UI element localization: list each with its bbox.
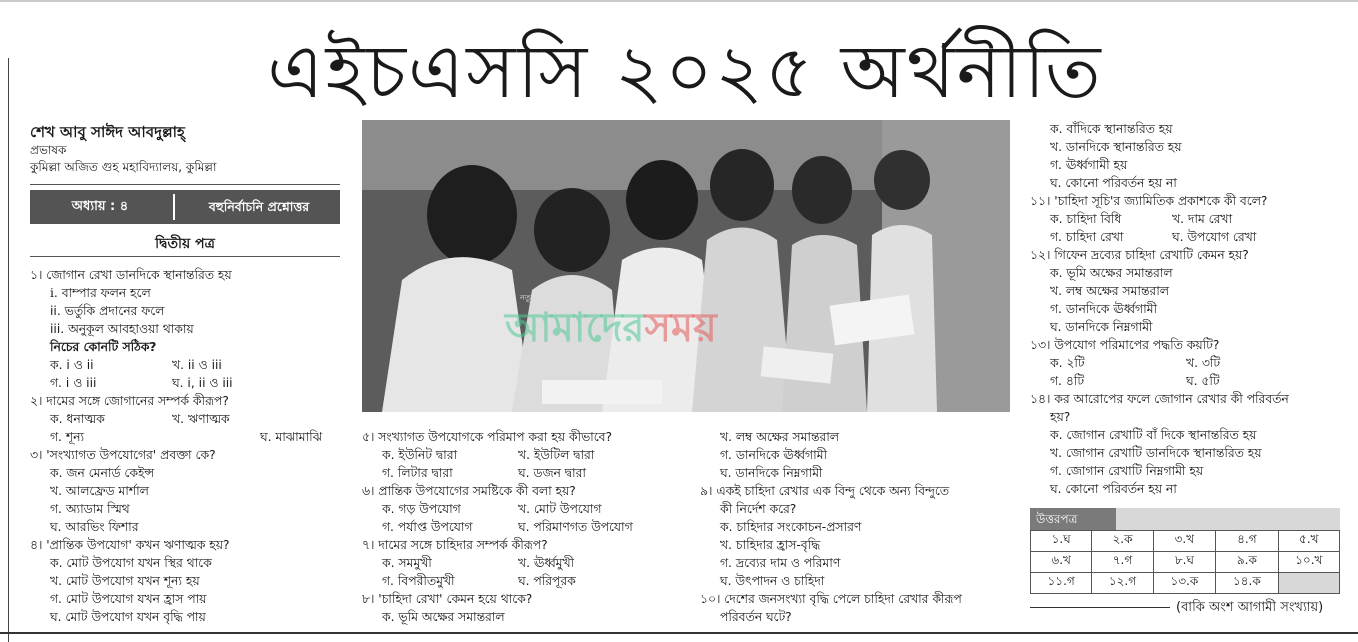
q3-option-d: ঘ. আরভিং ফিশার	[50, 520, 139, 534]
answer-table	[1030, 530, 1340, 594]
q1-prompt: নিচের কোনটি সঠিক?	[50, 340, 157, 354]
top-border	[0, 0, 1358, 2]
q7-choices-row2	[362, 572, 692, 590]
choice: খ. ৩টি	[1186, 356, 1221, 370]
q1-stem: ১। জোগান রেখা ডানদিকে স্থানান্তরিত হয়	[30, 268, 232, 282]
chapter-label: অধ্যায় : ৪	[71, 199, 129, 214]
answer-cell: ৩.খ	[1153, 531, 1215, 552]
questions-column-2	[362, 428, 692, 626]
answer-cell: ১.ঘ	[1031, 531, 1092, 552]
q14-option-a: ক. জোগান রেখাটি বাঁ দিকে স্থানান্তরিত হয়	[1050, 428, 1257, 442]
q6-stem: ৬। প্রান্তিক উপযোগের সমষ্টিকে কী বলা হয়?	[362, 484, 576, 498]
q7-stem: ৭। দামের সঙ্গে চাহিদার সম্পর্ক কীরূপ?	[362, 538, 548, 552]
questions-column-4	[1030, 120, 1350, 498]
answer-row	[1031, 573, 1340, 594]
answer-sheet	[1030, 508, 1340, 594]
answer-header	[1030, 508, 1340, 530]
choice: ক. ধনাত্মক	[50, 412, 105, 426]
q13-choices-row1	[1030, 354, 1350, 372]
answer-cell: ৫.খ	[1278, 531, 1339, 552]
newspaper-watermark	[505, 296, 717, 363]
choice: ঘ. মাঝামাঝি	[260, 430, 322, 444]
q4-option-a: ক. মোট উপযোগ যখন স্থির থাকে	[50, 556, 212, 570]
choice: ক. i ও ii	[50, 358, 94, 372]
choice: ক. গড় উপযোগ	[382, 502, 461, 516]
q1-option-i: i. বাম্পার ফলন হলে	[50, 286, 151, 300]
q13-stem: ১৩। উপযোগ পরিমাপের পদ্ধতি কয়টি?	[1030, 338, 1220, 352]
choice: গ. চাহিদা রেখা	[1050, 230, 1124, 244]
q4-stem: ৪। 'প্রান্তিক উপযোগ' কখন ঋণাত্মক হয়?	[30, 538, 230, 552]
q8-option-a: ক. ভূমি অক্ষের সমান্তরাল	[382, 610, 505, 624]
choice: ক. সমমুখী	[382, 556, 432, 570]
choice: ক. ২টি	[1050, 356, 1085, 370]
q10-option-d: ঘ. কোনো পরিবর্তন হয় না	[1050, 176, 1177, 190]
choice: খ. ঊর্ধ্বমুখী	[518, 556, 575, 570]
choice: গ. বিপরীতমুখী	[382, 574, 455, 588]
answer-cell: ১৪.ক	[1216, 573, 1278, 594]
answer-header-fill	[1116, 508, 1340, 530]
answer-row	[1031, 531, 1340, 552]
q6-choices-row1	[362, 500, 692, 518]
q2-stem: ২। দামের সঙ্গে জোগানের সম্পর্ক কীরূপ?	[30, 394, 229, 408]
answer-cell: ৯.ক	[1216, 552, 1278, 573]
q8-option-b: খ. লম্ব অক্ষের সমান্তরাল	[720, 430, 839, 444]
answer-cell: ৪.গ	[1216, 531, 1278, 552]
watermark-part-b: সময়	[644, 305, 717, 351]
q10-stem-cont: পরিবর্তন ঘটে?	[720, 610, 792, 624]
q11-choices-row2	[1030, 228, 1350, 246]
questions-column-1	[30, 266, 340, 626]
q12-option-a: ক. ভূমি অক্ষের সমান্তরাল	[1050, 266, 1173, 280]
answer-cell: ৮.ঘ	[1153, 552, 1215, 573]
q5-choices-row1	[362, 446, 692, 464]
answer-row	[1031, 552, 1340, 573]
choice: ক. চাহিদা বিধি	[1050, 212, 1122, 226]
choice: খ. ইউটিল দ্বারা	[518, 448, 595, 462]
q11-stem: ১১। 'চাহিদা সূচি'র জ্যামিতিক প্রকাশকে কী বলে?	[1030, 194, 1268, 208]
q12-option-c: গ. ডানদিকে ঊর্ধ্বগামী	[1050, 302, 1157, 316]
choice: গ. লিটার দ্বারা	[382, 466, 453, 480]
choice: ঘ. ডজন দ্বারা	[518, 466, 586, 480]
q14-option-d: ঘ. কোনো পরিবর্তন হয় না	[1050, 482, 1177, 496]
q1-choices-row1	[30, 356, 340, 374]
choice: গ. i ও iii	[50, 376, 97, 390]
author-designation: প্রভাষক	[30, 143, 67, 157]
answer-cell: ১০.খ	[1278, 552, 1339, 573]
questions-column-3	[700, 428, 1020, 626]
q12-stem: ১২। গিফেন দ্রব্যের চাহিদা রেখাটি কেমন হয়?	[1030, 248, 1249, 262]
chapter-divider	[173, 194, 175, 220]
choice: ঘ. পরিপূরক	[518, 574, 576, 588]
author-institution: কুমিল্লা অজিত গুহ মহাবিদ্যালয়, কুমিল্লা	[30, 160, 217, 174]
footnote-text: (বাকি অংশ আগামী সংখ্যায়)	[1176, 600, 1324, 615]
q4-option-c: গ. মোট উপযোগ যখন হ্রাস পায়	[50, 592, 207, 606]
q14-stem: ১৪। কর আরোপের ফলে জোগান রেখার কী পরিবর্তন	[1030, 392, 1289, 406]
q7-choices-row1	[362, 554, 692, 572]
answer-cell: ২.ক	[1092, 531, 1153, 552]
choice: খ. দাম রেখা	[1172, 212, 1233, 226]
q9-option-d: ঘ. উৎপাদন ও চাহিদা	[720, 574, 825, 588]
q3-option-c: গ. অ্যাডাম স্মিথ	[50, 502, 130, 516]
choice: খ. ii ও iii	[172, 358, 222, 372]
answer-cell: ৭.গ	[1092, 552, 1153, 573]
answer-cell: ১৩.ক	[1153, 573, 1215, 594]
q9-stem: ৯। একই চাহিদা রেখার এক বিন্দু থেকে অন্য বিন্দুতে	[700, 484, 950, 498]
q6-choices-row2	[362, 518, 692, 536]
page-title: এইচএসসি ২০২৫ অর্থনীতি	[267, 29, 1103, 115]
q14-option-b: খ. জোগান রেখাটি ডানদিকে স্থানান্তরিত হয়	[1050, 446, 1262, 460]
q3-option-b: খ. আলফ্রেড মার্শাল	[50, 484, 149, 498]
q9-option-b: খ. চাহিদার হ্রাস-বৃদ্ধি	[720, 538, 821, 552]
author-divider	[30, 184, 340, 185]
q9-option-a: ক. চাহিদার সংকোচন-প্রসারণ	[720, 520, 862, 534]
answer-heading: উত্তরপত্র	[1030, 508, 1116, 530]
q14-option-c: গ. জোগান রেখাটি নিম্নগামী হয়	[1050, 464, 1204, 478]
photo-illustration	[362, 120, 1010, 412]
continuation-note	[1030, 598, 1350, 619]
q1-option-ii: ii. ভর্তুকি প্রদানের ফলে	[50, 304, 165, 318]
q2-choices-row2	[30, 428, 340, 446]
q12-option-b: খ. লম্ব অক্ষের সমান্তরাল	[1050, 284, 1169, 298]
q2-choices-row1	[30, 410, 340, 428]
q5-stem: ৫। সংখ্যাগত উপযোগকে পরিমাপ করা হয় কীভাবে?	[362, 430, 613, 444]
bottom-border	[0, 632, 1358, 634]
choice: খ. ঋণাত্মক	[172, 412, 230, 426]
footnote-rule	[1030, 607, 1170, 608]
q3-stem: ৩। 'সংখ্যাগত উপযোগের' প্রবক্তা কে?	[30, 448, 216, 462]
q11-choices-row1	[1030, 210, 1350, 228]
q8-option-d: ঘ. ডানদিকে নিম্নগামী	[720, 466, 823, 480]
answer-cell	[1278, 573, 1339, 594]
choice: ঘ. i, ii ও iii	[172, 376, 233, 390]
choice: গ. শূন্য	[50, 430, 85, 444]
answer-cell: ১১.গ	[1031, 573, 1092, 594]
q4-option-d: ঘ. মোট উপযোগ যখন বৃদ্ধি পায়	[50, 610, 206, 624]
choice: খ. মোট উপযোগ	[518, 502, 602, 516]
q12-option-d: ঘ. ডানদিকে নিম্নগামী	[1050, 320, 1153, 334]
answer-cell: ৬.খ	[1031, 552, 1092, 573]
q9-stem-cont: কী নির্দেশ করে?	[720, 502, 797, 516]
chapter-bar	[30, 190, 340, 224]
choice: ঘ. উপযোগ রেখা	[1172, 230, 1257, 244]
author-block	[30, 122, 340, 176]
paper-divider	[30, 256, 340, 257]
q10-option-c: গ. ঊর্ধ্বগামী হয়	[1050, 158, 1128, 172]
q10-option-a: ক. বাঁদিকে স্থানান্তরিত হয়	[1050, 122, 1173, 136]
q1-choices-row2	[30, 374, 340, 392]
choice: ঘ. পরিমাণগত উপযোগ	[518, 520, 633, 534]
q8-option-c: গ. ডানদিকে ঊর্ধ্বগামী	[720, 448, 827, 462]
q3-option-a: ক. জন মেনার্ড কেইন্স	[50, 466, 155, 480]
choice: গ. পর্যাপ্ত উপযোগ	[382, 520, 473, 534]
q13-choices-row2	[1030, 372, 1350, 390]
paper-heading: দ্বিতীয় পত্র	[155, 236, 215, 252]
choice: গ. ৪টি	[1050, 374, 1085, 388]
watermark-part-a: আমাদের	[505, 305, 645, 351]
choice: ঘ. ৫টি	[1186, 374, 1220, 388]
watermark-tagline: নতুন ধারার দৈনিক	[520, 293, 579, 302]
q10-stem: ১০। দেশের জনসংখ্যা বৃদ্ধি পেলে চাহিদা রেখার কীরূপ	[700, 592, 962, 606]
q5-choices-row2	[362, 464, 692, 482]
q9-option-c: গ. দ্রব্যের দাম ও পরিমাণ	[720, 556, 841, 570]
chapter-topic: বহুনির্বাচনি প্রশ্নোত্তর	[208, 199, 310, 214]
answer-cell: ১২.গ	[1092, 573, 1153, 594]
q1-option-iii: iii. অনুকূল আবহাওয়া থাকায়	[50, 322, 194, 336]
q8-stem: ৮। 'চাহিদা রেখা' কেমন হয়ে থাকে?	[362, 592, 533, 606]
left-column-rule	[8, 58, 9, 642]
q10-option-b: খ. ডানদিকে স্থানান্তরিত হয়	[1050, 140, 1182, 154]
q4-option-b: খ. মোট উপযোগ যখন শূন্য হয়	[50, 574, 200, 588]
author-name: শেখ আবু সাঈদ আবদুল্লাহ্	[30, 123, 185, 141]
q14-stem-cont: হয়?	[1050, 410, 1071, 424]
students-photo	[362, 120, 1010, 412]
choice: ক. ইউনিট দ্বারা	[382, 448, 458, 462]
